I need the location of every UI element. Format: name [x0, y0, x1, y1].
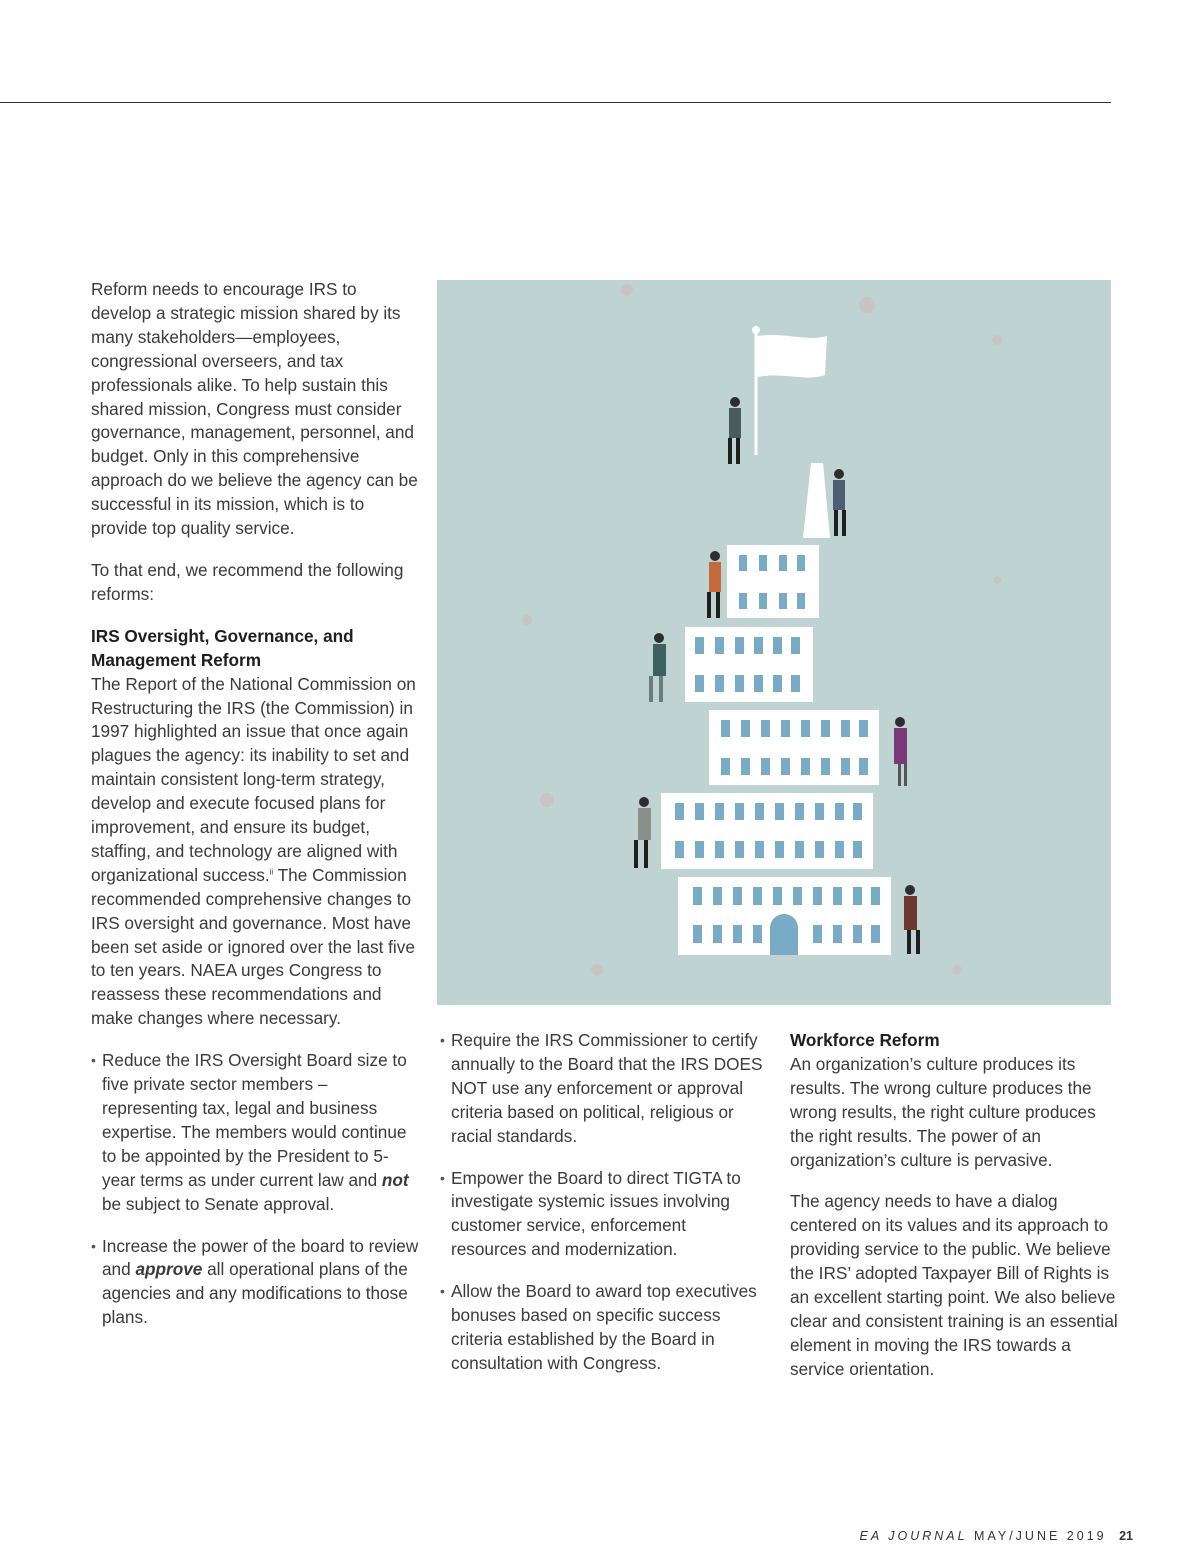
bullet-item: • Allow the Board to award top executives bonuses based on specific success criteria established by the Board in consultation with Congress. [440, 1280, 765, 1376]
workforce-paragraph-2: The agency needs to have a dialog centered on its values and its approach to providing service to the public. We believe the IRS’ adopted Taxpayer Bill of Rights is an excellent starting point. We also believe clear and consistent training is an essential element in moving the IRS towards a service orientation. [790, 1191, 1118, 1379]
workforce-paragraph-1: An organization’s culture produces its results. The wrong culture produces the wrong results, the right culture produces the right results. The power of an organization’s culture is pervasive. [790, 1053, 1096, 1170]
building-tier-5 [678, 877, 891, 955]
header-rule [0, 102, 1111, 103]
building-tier-1 [727, 545, 819, 618]
building-tier-3 [709, 710, 879, 785]
illustration-svg [437, 280, 1111, 1005]
building-illustration [437, 280, 1111, 1005]
bullet-item: • Increase the power of the board to review and approve all operational plans of the agencies and any modifications to those plans. [91, 1235, 421, 1331]
footnote-marker[interactable]: ii [269, 867, 274, 877]
column-right [790, 1029, 1120, 1400]
bullet-item: • Empower the Board to direct TIGTA to investigate systemic issues involving customer service, enforcement resources and modernization. [440, 1167, 765, 1263]
oversight-body: The Report of the National Commission on Restructuring the IRS (the Commission) in 1997 highlighted an issue that once again plagues the agency: its inability to set and maintain consistent long-term strategy, develop and execute focused plans for improvement, and ensure its budget, staffing, and technology are aligned with organizational success.$^{ii}$ The Commission recommended comprehensive changes to IRS oversight and governance. Most have been set aside or ignored over the last five to ten years. NAEA urges Congress to reassess these recommendations and make changes where necessary. [91, 673, 416, 1029]
intro-paragraph-2: To that end, we recommend the following reforms: [91, 559, 404, 604]
issue-date: MAY/JUNE 2019 [974, 1529, 1107, 1543]
section-heading-oversight: IRS Oversight, Governance, and Management Reform [91, 625, 354, 670]
section-heading-workforce: Workforce Reform [790, 1030, 940, 1050]
bullet-item: • Require the IRS Commissioner to certify annually to the Board that the IRS DOES NOT use any enforcement or approval criteria based on political, religious or racial standards. [440, 1029, 765, 1149]
building-tier-2 [685, 627, 813, 702]
publication-name: EA JOURNAL [859, 1529, 968, 1543]
column-left [91, 278, 421, 1348]
oversight-bullets [91, 1049, 421, 1330]
board-bullets [440, 1029, 765, 1376]
page-footer [700, 1529, 1133, 1543]
column-middle [440, 1029, 765, 1394]
page-number: 21 [1119, 1529, 1133, 1543]
building-tier-4 [661, 793, 873, 869]
intro-paragraph: Reform needs to encourage IRS to develop a strategic mission shared by its many stakeholders—employees, congressional overseers, and tax professionals alike. To help sustain this shared mission, Congress must consider governance, management, personnel, and budget. Only in this comprehensive approach do we believe the agency can be successful in its mission, which is to provide top quality service. [91, 279, 418, 539]
bullet-item: • Reduce the IRS Oversight Board size to five private sector members – representing tax, legal and business expertise. The members would continue to be appointed by the President to 5-year terms as under current law and not be subject to Senate approval. [91, 1049, 421, 1216]
